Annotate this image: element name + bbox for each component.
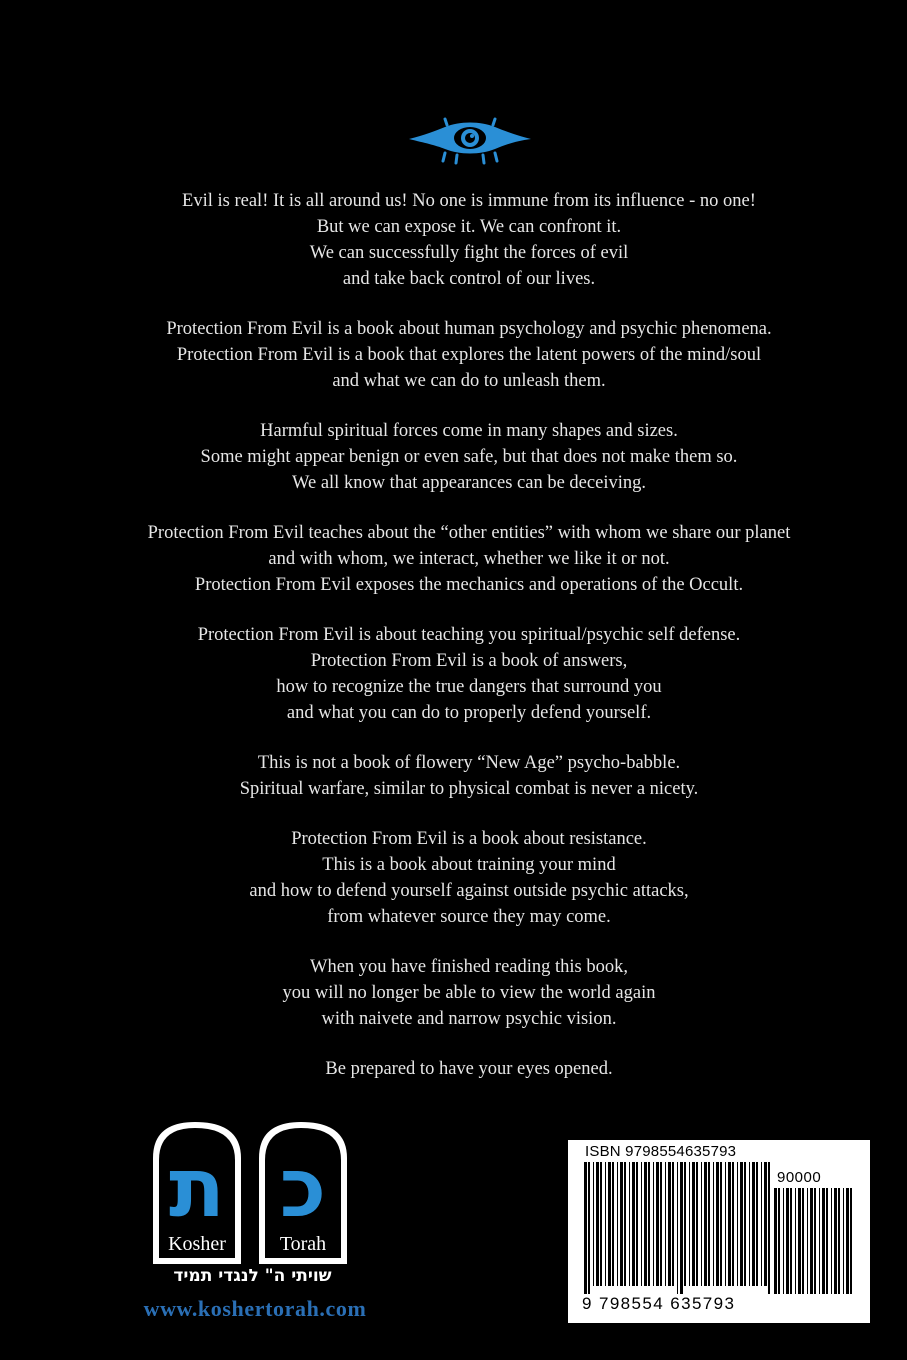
blurb-line: Some might appear benign or even safe, but that does not make them so. (200, 447, 738, 467)
blurb-line: from whatever source they may come. (327, 907, 611, 927)
kosher-torah-logo (145, 1118, 355, 1266)
blurb-line: Protection From Evil is a book that explores the latent powers of the mind/soul (176, 345, 762, 365)
blurb-line: Evil is real! It is all around us! No one is immune from its influence - no one! (182, 191, 756, 211)
blurb-line: We all know that appearances can be deceiving. (292, 473, 646, 493)
blurb-paragraph (60, 316, 878, 394)
blurb-line: This is not a book of flowery “New Age” psycho-babble. (257, 753, 681, 773)
blurb-line: This is a book about training your mind (322, 855, 616, 875)
eye-icon (405, 115, 535, 165)
blurb-line: Protection From Evil is a book of answers, (310, 651, 628, 671)
blurb-line: Be prepared to have your eyes opened. (325, 1059, 613, 1079)
blurb-line: When you have finished reading this book, (309, 957, 629, 977)
blurb-paragraph (60, 826, 878, 930)
addon-barcode-bars (774, 1188, 854, 1294)
blurb-paragraph (60, 188, 878, 292)
blurb-line: But we can expose it. We can confront it. (316, 217, 622, 237)
blurb-line: and take back control of our lives. (342, 269, 596, 289)
logo-left-word: Kosher (168, 1233, 226, 1255)
back-cover-blurb (60, 188, 878, 1106)
blurb-line: Protection From Evil is about teaching you spiritual/psychic self defense. (197, 625, 741, 645)
logo-right-letter: כ (279, 1141, 327, 1236)
blurb-paragraph (60, 418, 878, 496)
blurb-line: Protection From Evil teaches about the “other entities” with whom we share our planet (147, 523, 791, 543)
blurb-line: how to recognize the true dangers that surround you (276, 677, 662, 697)
price-code: 90000 (777, 1169, 822, 1186)
blurb-line: and with whom, we interact, whether we like it or not. (268, 549, 670, 569)
blurb-paragraph (60, 1056, 878, 1082)
blurb-line: Spiritual warfare, similar to physical combat is never a nicety. (239, 779, 699, 799)
website-url[interactable]: www.koshertorah.com (143, 1296, 367, 1321)
blurb-line: and what we can do to unleash them. (332, 371, 606, 391)
blurb-line: Protection From Evil is a book about resistance. (291, 829, 647, 849)
blurb-line: and how to defend yourself against outside psychic attacks, (249, 881, 689, 901)
hebrew-motto: שויתי ה" לנגדי תמיד (173, 1266, 332, 1286)
blurb-paragraph (60, 954, 878, 1032)
isbn-barcode (568, 1140, 870, 1323)
logo-right-word: Torah (279, 1233, 327, 1255)
blurb-paragraph (60, 750, 878, 802)
isbn-label: ISBN 9798554635793 (585, 1143, 737, 1160)
logo-left-letter: ת (168, 1141, 226, 1236)
blurb-line: with naivete and narrow psychic vision. (321, 1009, 617, 1029)
blurb-line: We can successfully fight the forces of evil (309, 243, 629, 263)
isbn-digits: 9 798554 635793 (582, 1294, 736, 1313)
blurb-line: Protection From Evil is a book about human psychology and psychic phenomena. (166, 319, 772, 339)
blurb-line: you will no longer be able to view the world again (282, 983, 656, 1003)
barcode-bars (584, 1162, 772, 1294)
blurb-paragraph (60, 622, 878, 726)
blurb-paragraph (60, 520, 878, 598)
blurb-line: Protection From Evil exposes the mechanics and operations of the Occult. (194, 575, 744, 595)
blurb-line: Harmful spiritual forces come in many shapes and sizes. (260, 421, 678, 441)
blurb-line: and what you can do to properly defend yourself. (286, 703, 652, 723)
